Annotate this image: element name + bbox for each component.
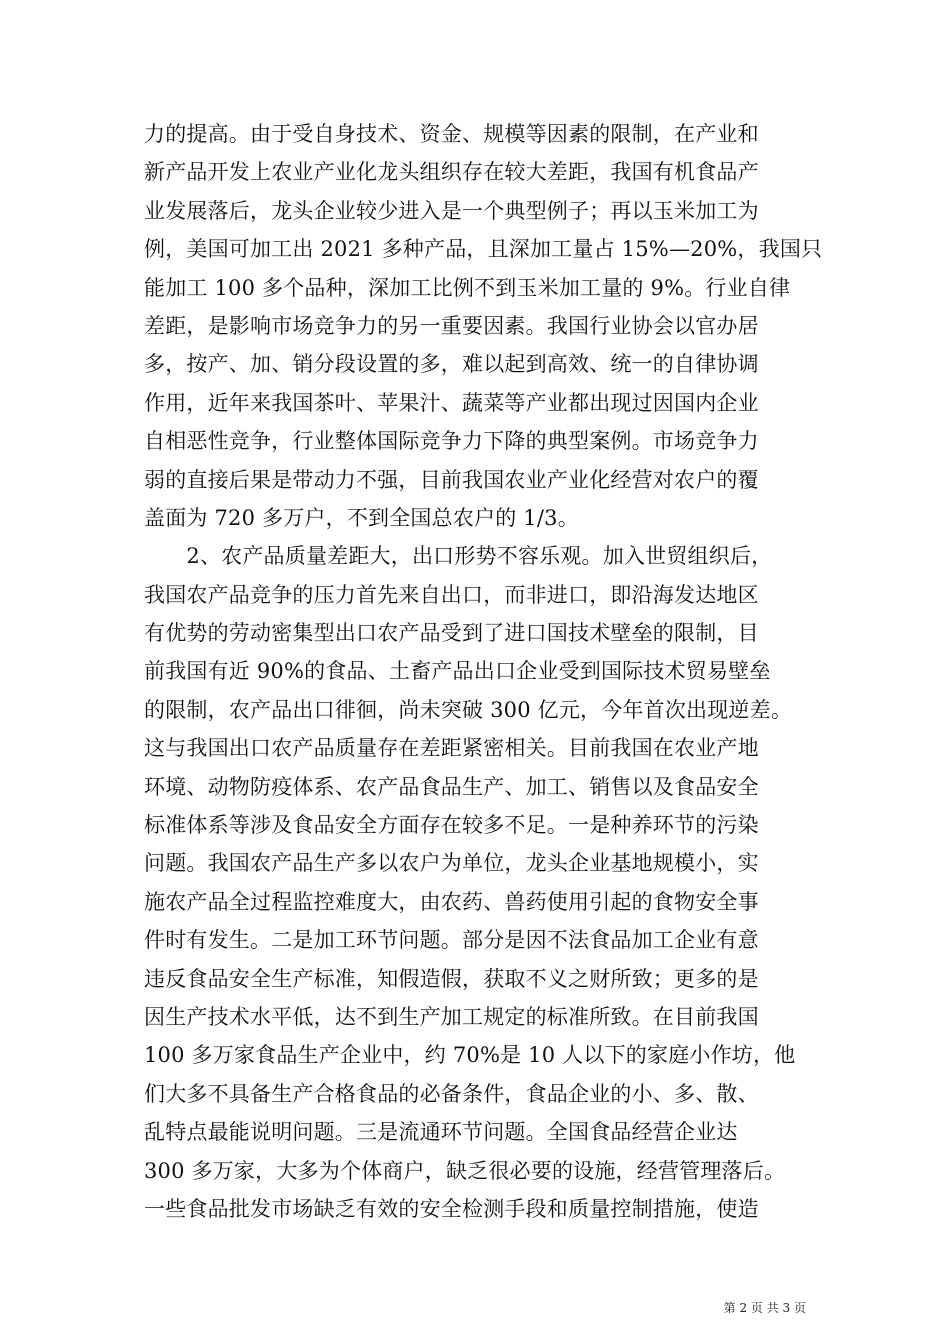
text-line: 差距，是影响市场竞争力的另一重要因素。我国行业协会以官办居 [144, 313, 759, 338]
text-line: 的限制，农产品出口徘徊，尚未突破 300 亿元，今年首次出现逆差。 [144, 697, 793, 722]
text-line: 新产品开发上农业产业化龙头组织存在较大差距，我国有机食品产 [144, 160, 759, 185]
text-line: 能加工 100 多个品种，深加工比例不到玉米加工量的 9%。行业自律 [144, 275, 791, 300]
text-line: 施农产品全过程监控难度大，由农药、兽药使用引起的食物安全事 [144, 889, 759, 914]
page-number-footer: 第 2 页 共 3 页 [723, 1301, 806, 1315]
text-line: 标准体系等涉及食品安全方面存在较多不足。一是种养环节的污染 [144, 813, 759, 838]
text-line: 盖面为 720 多万户，不到全国总农户的 1/3。 [144, 505, 579, 530]
text-line: 前我国有近 90%的食品、土畜产品出口企业受到国际技术贸易壁垒 [144, 659, 771, 684]
text-line: 力的提高。由于受自身技术、资金、规模等因素的限制，在产业和 [144, 122, 759, 146]
text-line: 作用，近年来我国茶叶、苹果汁、蔬菜等产业都出现过因国内企业 [144, 390, 759, 415]
text-line: 我国农产品竞争的压力首先来自出口，而非进口，即沿海发达地区 [144, 582, 759, 607]
text-line: 因生产技术水平低，达不到生产加工规定的标准所致。在目前我国 [144, 1004, 759, 1029]
text-line: 环境、动物防疫体系、农产品食品生产、加工、销售以及食品安全 [144, 774, 759, 799]
text-line: 例，美国可加工出 2021 多种产品，且深加工量占 15%—20%，我国只 [144, 237, 823, 262]
text-line: 2、农产品质量差距大，出口形势不容乐观。加入世贸组织后， [144, 544, 773, 569]
text-line: 弱的直接后果是带动力不强，目前我国农业产业化经营对农户的覆 [144, 467, 759, 492]
text-line: 件时有发生。二是加工环节问题。部分是因不法食品加工企业有意 [144, 928, 759, 953]
text-line: 100 多万家食品生产企业中，约 70%是 10 人以下的家庭小作坊，他 [144, 1043, 796, 1068]
text-line: 违反食品安全生产标准，知假造假，获取不义之财所致；更多的是 [144, 966, 759, 991]
text-line: 这与我国出口农产品质量存在差距紧密相关。目前我国在农业产地 [144, 736, 759, 761]
text-line: 们大多不具备生产合格食品的必备条件，食品企业的小、多、散、 [144, 1081, 759, 1106]
body-text [144, 115, 823, 1228]
text-line: 乱特点最能说明问题。三是流通环节问题。全国食品经营企业达 [144, 1120, 738, 1145]
text-line: 业发展落后，龙头企业较少进入是一个典型例子；再以玉米加工为 [144, 198, 759, 223]
text-line: 问题。我国农产品生产多以农户为单位，龙头企业基地规模小，实 [144, 851, 759, 876]
text-line: 一些食品批发市场缺乏有效的安全检测手段和质量控制措施，使造 [144, 1196, 759, 1221]
text-line: 多，按产、加、销分段设置的多，难以起到高效、统一的自律协调 [144, 352, 759, 377]
text-line: 自相恶性竞争，行业整体国际竞争力下降的典型案例。市场竞争力 [144, 429, 759, 454]
text-line: 有优势的劳动密集型出口农产品受到了进口国技术壁垒的限制，目 [144, 621, 759, 646]
text-line: 300 多万家，大多为个体商户，缺乏很必要的设施，经营管理落后。 [144, 1158, 786, 1183]
